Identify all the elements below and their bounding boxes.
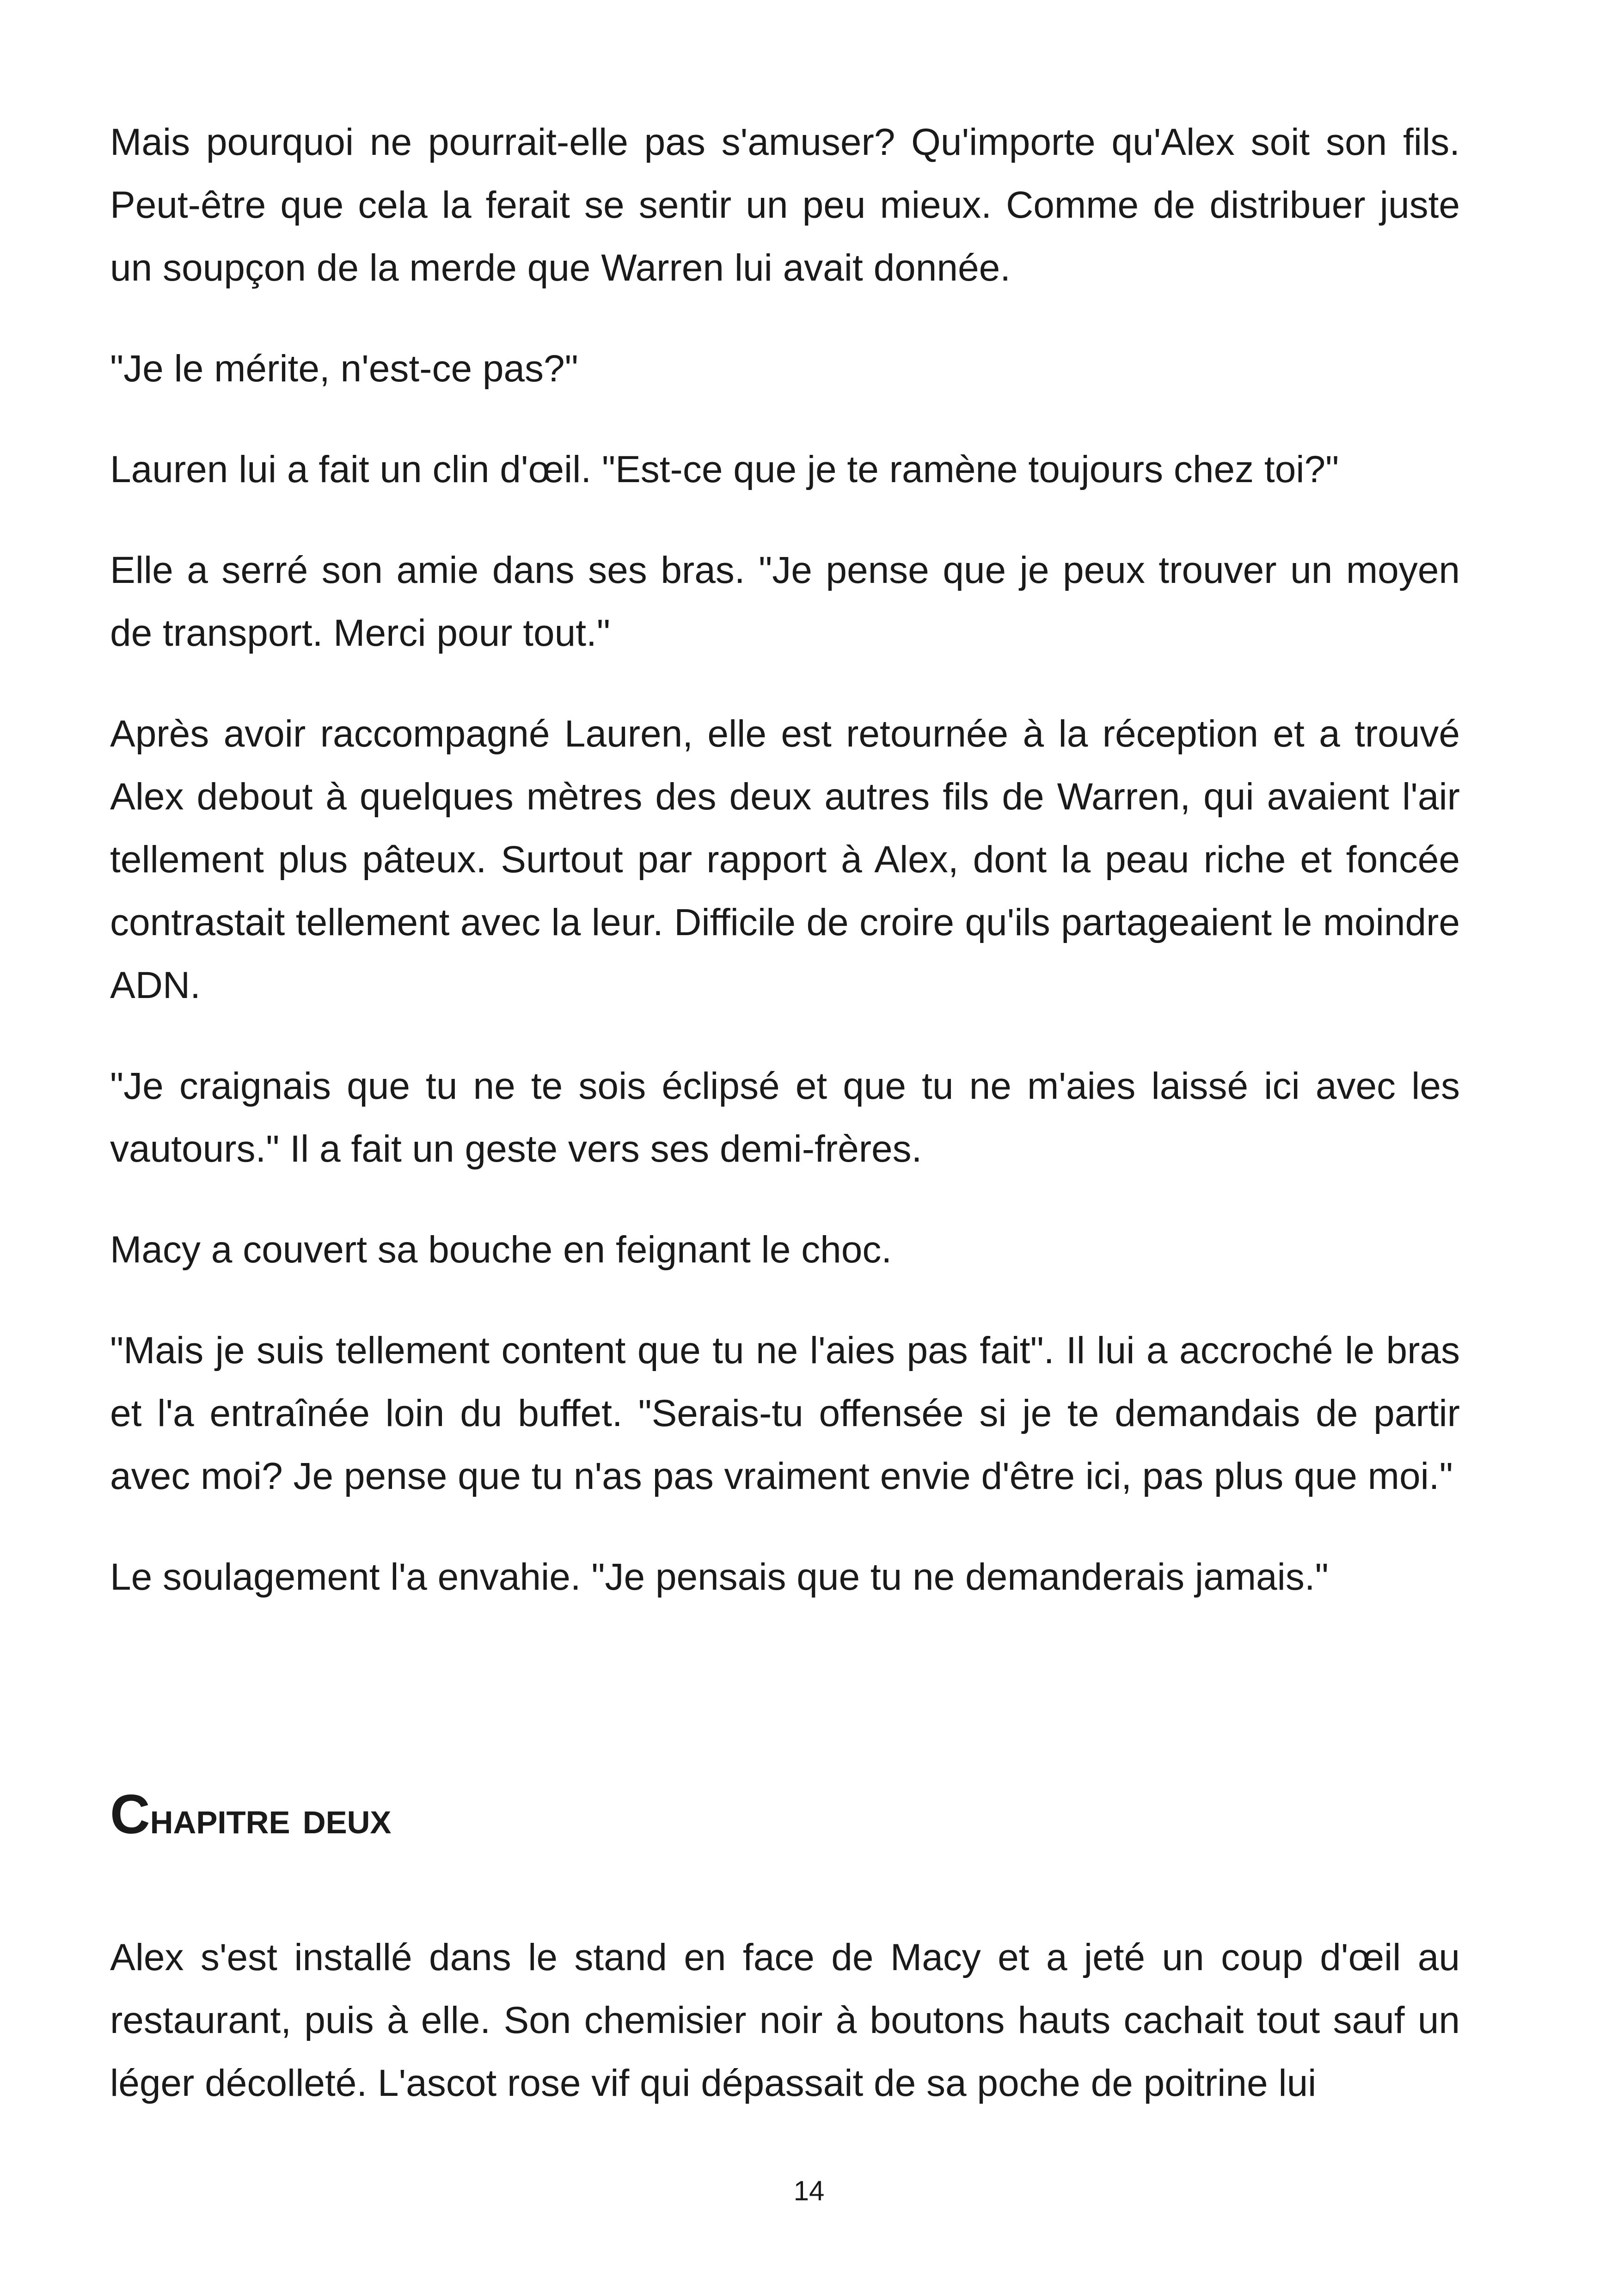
text-column [110, 111, 1460, 2153]
paragraph: Mais pourquoi ne pourrait-elle pas s'amuser? Qu'importe qu'Alex soit son fils. Peut-être que cela la ferait se sentir un peu mieux. Comme de distribuer juste un soupçon de la merde que Warren lui avait donnée. [110, 121, 1460, 289]
chapter-heading-initial: C [110, 1783, 150, 1845]
paragraph: Elle a serré son amie dans ses bras. "Je pense que je peux trouver un moyen de transport. Merci pour tout." [110, 549, 1460, 654]
page-number: 14 [793, 2175, 825, 2206]
paragraph: Macy a couvert sa bouche en feignant le choc. [110, 1229, 892, 1271]
paragraph: Le soulagement l'a envahie. "Je pensais que tu ne demanderais jamais." [110, 1556, 1329, 1598]
paragraph: "Mais je suis tellement content que tu ne l'aies pas fait". Il lui a accroché le bras et l'a entraînée loin du buffet. "Serais-tu offensée si je te demandais de partir avec moi? Je pense que tu n'as pas vraiment envie d'être ici, pas plus que moi." [110, 1329, 1460, 1497]
paragraph: Après avoir raccompagné Lauren, elle est retournée à la réception et a trouvé Alex debout à quelques mètres des deux autres fils de Warren, qui avaient l'air tellement plus pâteux. Surtout par rapport à Alex, dont la peau riche et foncée contrastait tellement avec la leur. Difficile de croire qu'ils partageaient le moindre ADN. [110, 713, 1460, 1006]
paragraph: Alex s'est installé dans le stand en face de Macy et a jeté un coup d'œil au restaurant, puis à elle. Son chemisier noir à boutons hauts cachait tout sauf un léger décolleté. L'ascot rose vif qui dépassait de sa poche de poitrine lui [110, 1936, 1460, 2104]
paragraph: "Je le mérite, n'est-ce pas?" [110, 348, 578, 390]
paragraph: Lauren lui a fait un clin d'œil. "Est-ce que je te ramène toujours chez toi?" [110, 448, 1339, 490]
chapter-heading-rest: hapitre deux [150, 1792, 392, 1843]
paragraph: "Je craignais que tu ne te sois éclipsé et que tu ne m'aies laissé ici avec les vautours." Il a fait un geste vers ses demi-frères. [110, 1065, 1460, 1170]
chapter-heading [110, 1784, 1460, 1848]
